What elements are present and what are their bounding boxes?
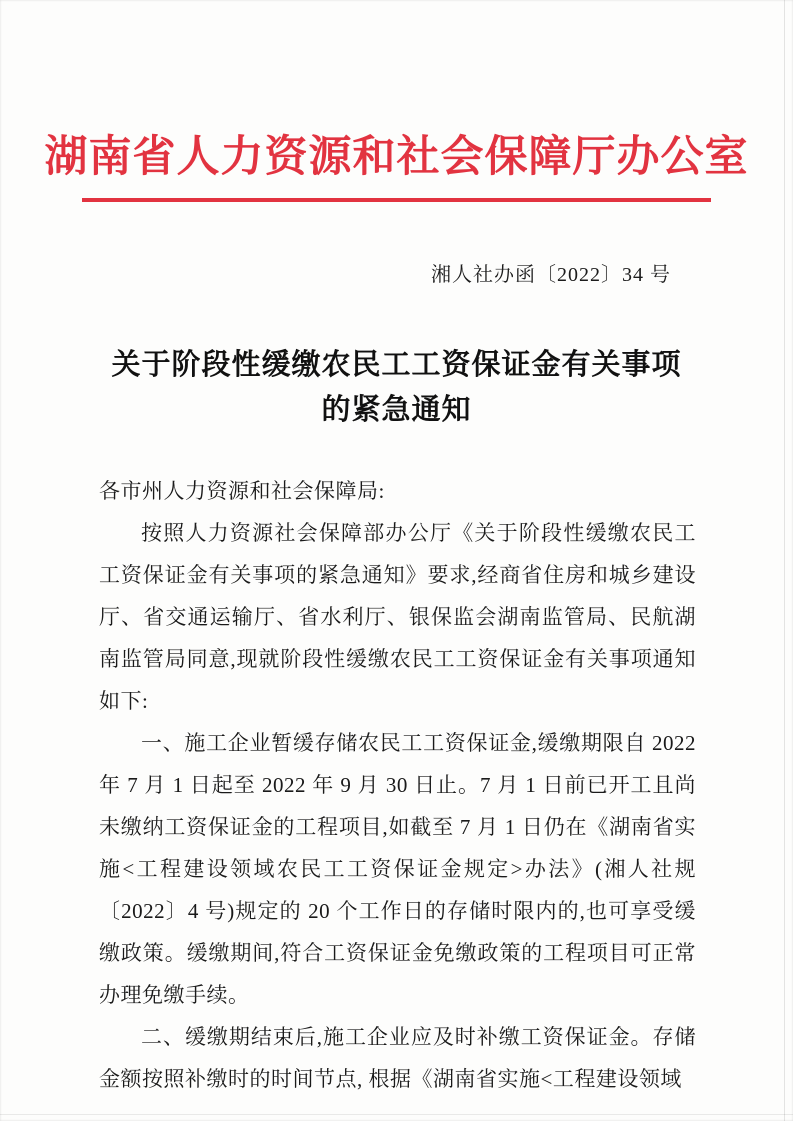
document-title-line-1: 关于阶段性缓缴农民工工资保证金有关事项 [111, 348, 682, 381]
red-divider-line [82, 198, 711, 202]
document-header [0, 0, 793, 202]
paragraph-item-1: 一、施工企业暂缓存储农民工工资保证金,缓缴期限自 2022 年 7 月 1 日起至 2022 年 9 月 30 日止。7 月 1 日前已开工且尚未缴纳工资保证金的工程项目,如截至 7 月 1 日仍在《湖南省实施<工程建设领域农民工工资保证金规定>办法》(湘人社规〔2022〕4 号)规定的 20 个工作日的存储时限内的,也可享受缓缴政策。缓缴期间,符合工资保证金免缴政策的工程项目可正常办理免缴手续。 [99, 731, 696, 1008]
document-body [99, 470, 696, 1100]
paragraph-item-2: 二、缓缴期结束后,施工企业应及时补缴工资保证金。存储金额按照补缴时的时间节点, 根据《湖南省实施<工程建设领域 [99, 1025, 696, 1092]
document-title-line-2: 的紧急通知 [321, 393, 472, 426]
document-number: 湘人社办函〔2022〕34 号 [431, 263, 671, 286]
document-title [0, 343, 793, 433]
issuing-office-title: 湖南省人力资源和社会保障厅办公室 [44, 134, 749, 181]
paragraph-intro: 按照人力资源社会保障部办公厅《关于阶段性缓缴农民工工资保证金有关事项的紧急通知》要求,经商省住房和城乡建设厅、省交通运输厅、省水利厅、银保监会湖南监管局、民航湖南监管局同意,现就阶段性缓缴农民工工资保证金有关事项通知如下: [99, 521, 696, 714]
salutation: 各市州人力资源和社会保障局: [99, 479, 385, 504]
